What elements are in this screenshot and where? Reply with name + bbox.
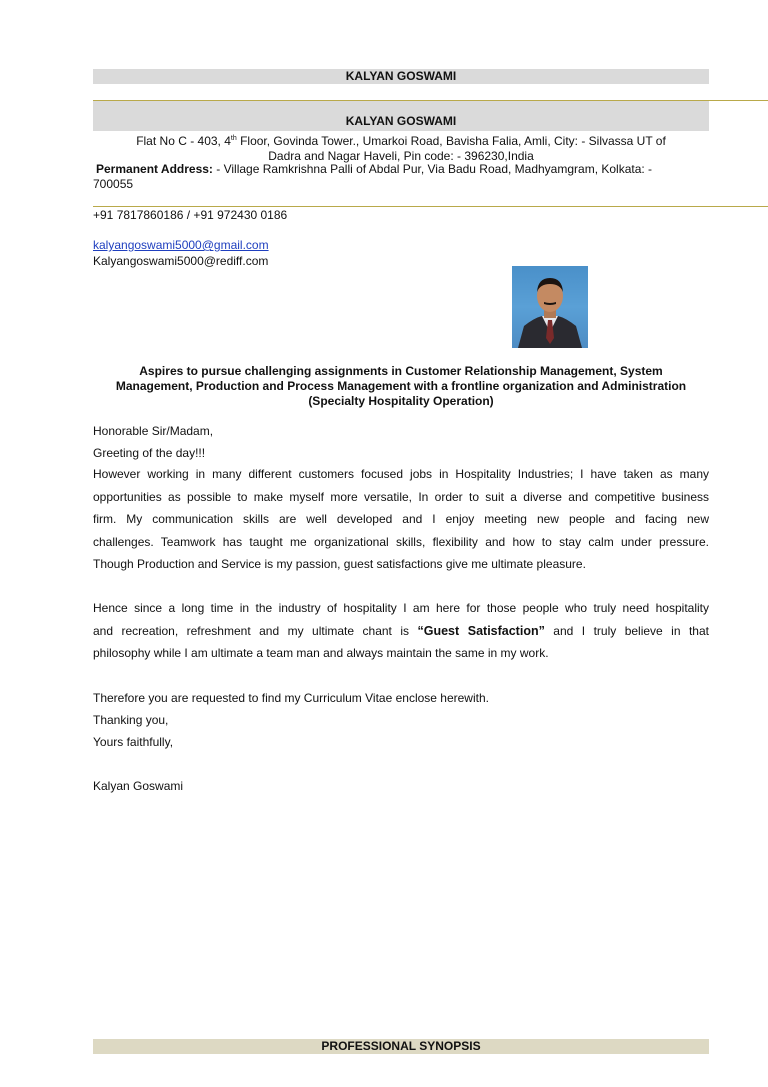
current-address [93, 131, 709, 164]
section-header-professional-synopsis [93, 1039, 709, 1054]
contact-bottom-rule [93, 206, 768, 207]
email-gmail-link[interactable]: kalyangoswami5000@gmail.com [93, 238, 269, 252]
letter-paragraph-2 [93, 597, 709, 665]
letter-salutation: Honorable Sir/Madam, [93, 424, 214, 438]
letter-thanks: Thanking you, [93, 713, 169, 727]
permanent-address-line1: - Village Ramkrishna Palli of Abdal Pur, Via Badu Road, Madhyamgram, Kolkata: - [212, 162, 653, 176]
letter-signature: Kalyan Goswami [93, 779, 184, 793]
section-header-title: PROFESSIONAL SYNOPSIS [321, 1039, 481, 1053]
objective-line2: Management, Production and Process Management with a frontline organization and Administration [115, 379, 687, 393]
header-name-bar [93, 69, 709, 84]
header-name: KALYAN GOSWAMI [345, 69, 457, 83]
email-gmail-wrap [93, 238, 269, 252]
paragraph-1-line: Though Production and Service is my passion, guest satisfactions give me ultimate pleasure. [93, 557, 586, 571]
paragraph-1-line: firm. My communication skills are well developed and I enjoy meeting new people and facing new [93, 512, 709, 526]
paragraph-2-line: Hence since a long time in the industry of hospitality I am here for those people who truly need hospitality [93, 601, 709, 615]
paragraph-1-line: opportunities as possible to make myself more versatile, In order to suit a diverse and competitive business [93, 489, 709, 504]
paragraph-2-line: and recreation, refreshment and my ultimate chant is “Guest Satisfaction” and I truly believe in that [93, 623, 709, 638]
objective-statement [93, 364, 709, 409]
phone-number: +91 7817860186 / +91 972430 0186 [93, 208, 288, 222]
letter-greeting: Greeting of the day!!! [93, 446, 206, 460]
objective-line1: Aspires to pursue challenging assignments in Customer Relationship Management, System [139, 364, 663, 378]
permanent-address-line2: 700055 [93, 177, 134, 191]
objective-line3: (Specialty Hospitality Operation) [308, 394, 494, 408]
letter-closing: Yours faithfully, [93, 735, 174, 749]
permanent-address [93, 162, 709, 192]
paragraph-1-line: However working in many different customers focused jobs in Hospitality Industries; I have taken as many [93, 467, 709, 481]
contact-name: KALYAN GOSWAMI [345, 114, 457, 128]
permanent-address-label: Permanent Address: [96, 162, 213, 176]
letter-paragraph-1 [93, 463, 709, 576]
current-address-line1: Flat No C - 403, 4th Floor, Govinda Tower., Umarkoi Road, Bavisha Falia, Amli, City: - Silvassa UT of [136, 134, 666, 148]
profile-photo-figure [512, 266, 588, 348]
paragraph-1-line: challenges. Teamwork has taught me organizational skills, flexibility and how to stay calm under pressure. [93, 534, 709, 549]
paragraph-2-line: philosophy while I am ultimate a team man and always maintain the same in my work. [93, 646, 549, 660]
guest-satisfaction-phrase: “Guest Satisfaction” [417, 623, 545, 638]
letter-request: Therefore you are requested to find my Curriculum Vitae enclose herewith. [93, 691, 489, 705]
profile-photo [512, 266, 588, 348]
current-address-line2: Dadra and Nagar Haveli, Pin code: - 396230,India [268, 149, 534, 163]
email-rediff: Kalyangoswami5000@rediff.com [93, 254, 269, 268]
